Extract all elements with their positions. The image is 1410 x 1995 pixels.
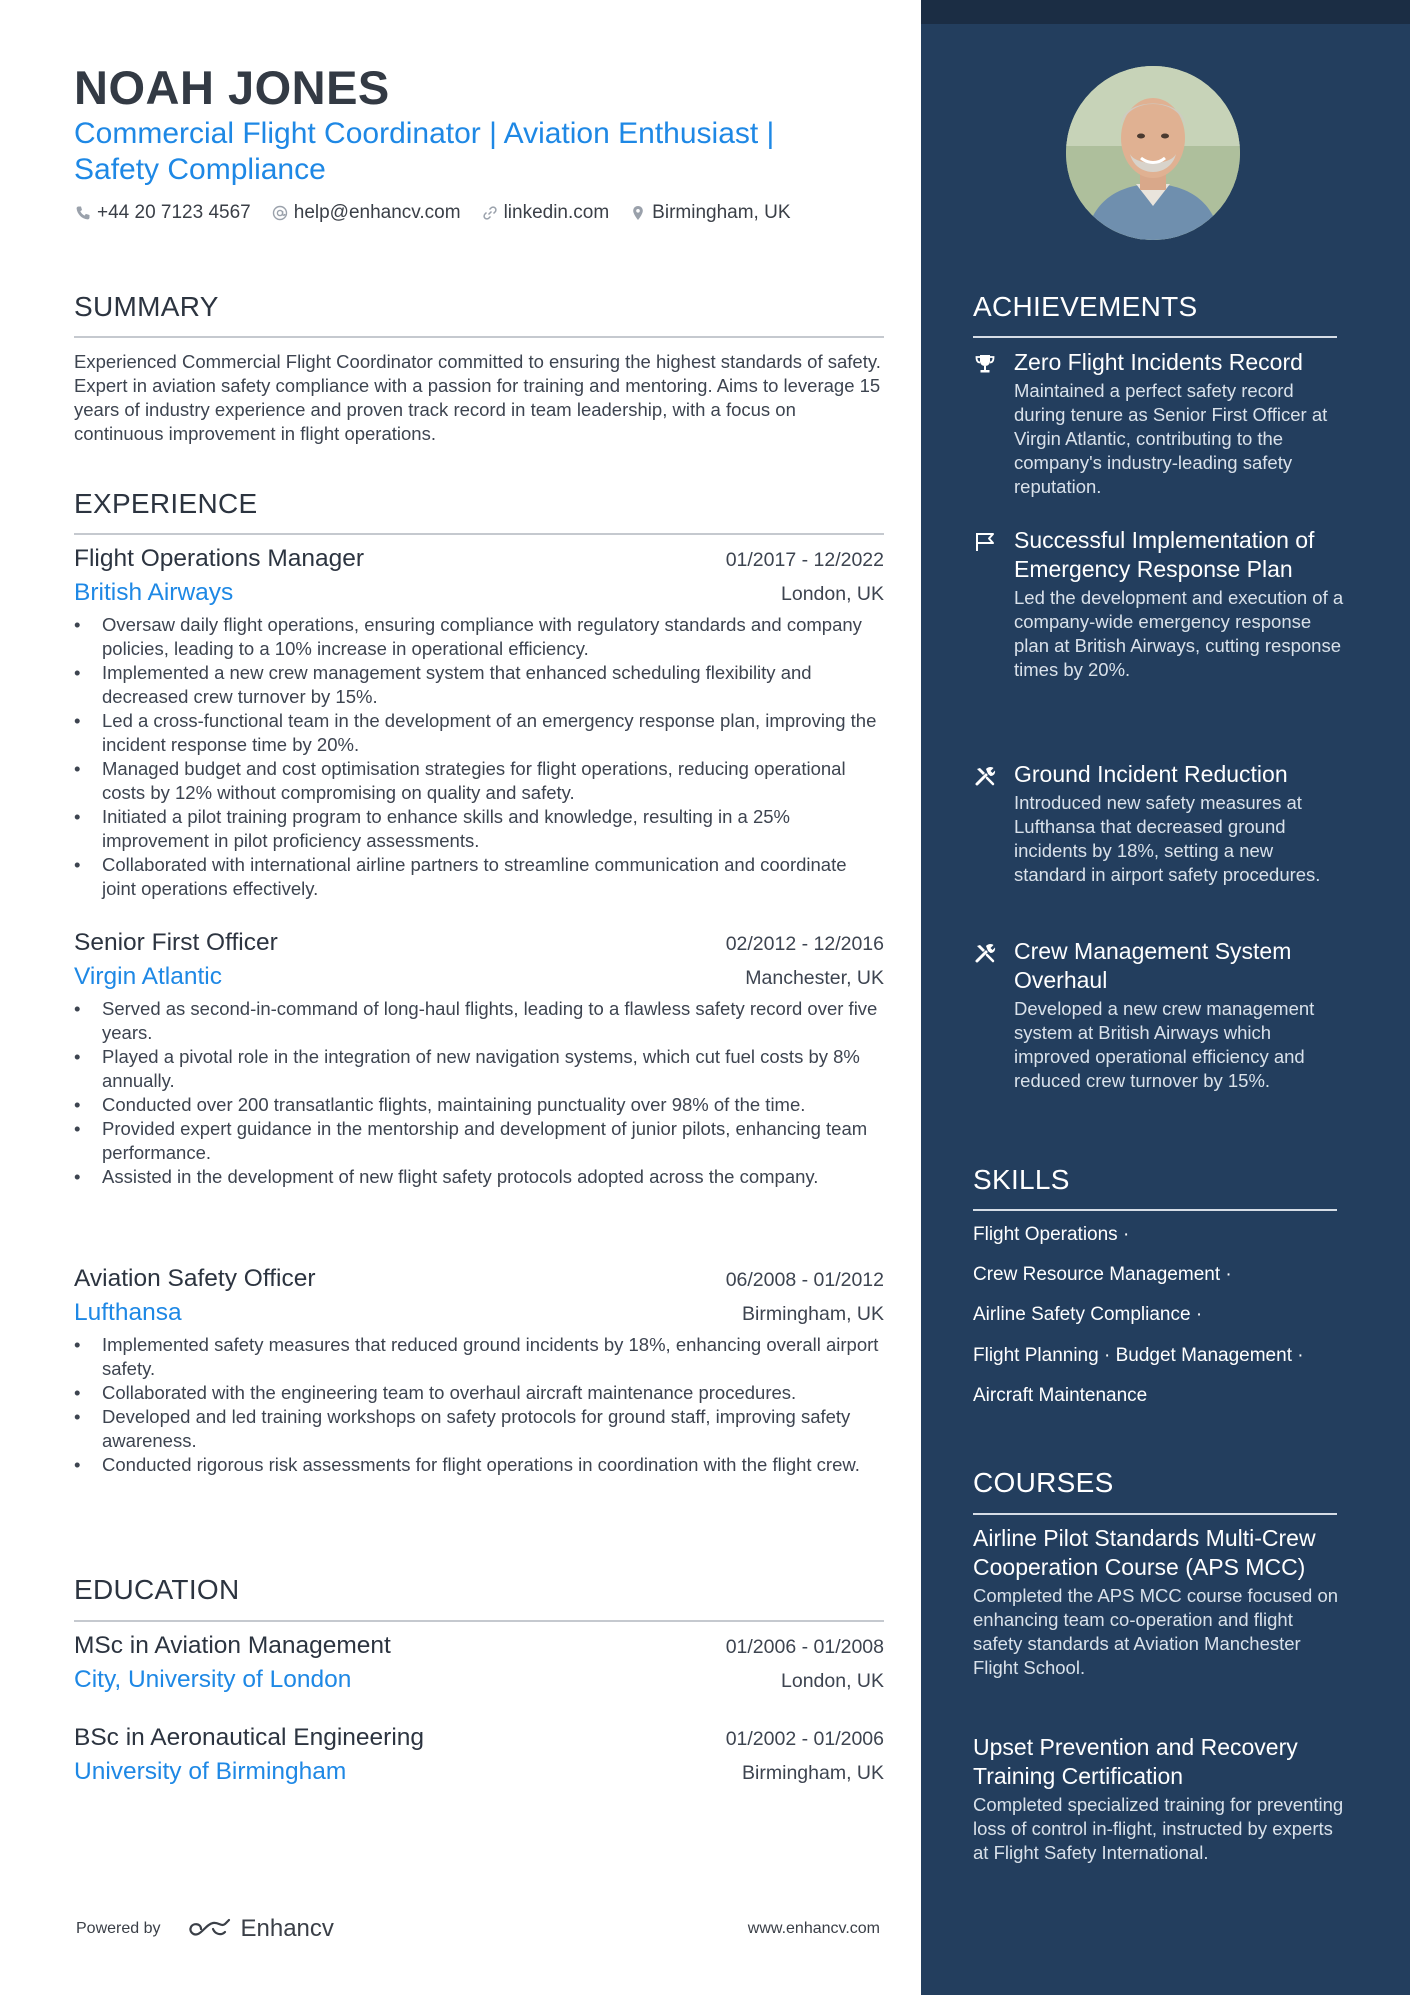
phone-icon	[74, 204, 92, 222]
candidate-name: NOAH JONES	[74, 61, 390, 114]
candidate-headline: Commercial Flight Coordinator | Aviation Enthusiast | Safety Compliance	[74, 117, 775, 186]
experience-entry	[74, 929, 884, 1189]
achievement-description: Maintained a perfect safety record during tenure as Senior First Officer at Virgin Atlantic, contributing to the company's industry-leading safety reputation.	[1014, 380, 1328, 497]
courses-divider	[973, 1513, 1337, 1515]
job-bullets	[74, 613, 884, 901]
school-name: University of Birmingham	[74, 1758, 347, 1785]
powered-by	[76, 1915, 334, 1943]
bullet-item: • Implemented a new crew management system that enhanced scheduling flexibility and decreased crew turnover by 15%.	[74, 661, 884, 709]
flag-icon	[973, 530, 997, 554]
contact-email[interactable]	[271, 202, 461, 224]
achievement-item	[973, 526, 1345, 682]
school-name: City, University of London	[74, 1666, 352, 1693]
bullet-item: • Provided expert guidance in the mentorship and development of junior pilots, enhancing team performance.	[74, 1117, 884, 1165]
achievement-item	[973, 760, 1345, 887]
course-title: Upset Prevention and Recovery Training Certification	[973, 1734, 1298, 1789]
bullet-item: • Managed budget and cost optimisation strategies for flight operations, reducing operational costs by 12% without compromising on quality and safety.	[74, 757, 884, 805]
experience-heading: EXPERIENCE	[74, 488, 258, 519]
education-divider	[74, 1620, 884, 1622]
enhancv-brand-text: Enhancv	[240, 1915, 334, 1942]
skill-line: Crew Resource Management ·	[973, 1264, 1232, 1285]
school-location: Birmingham, UK	[742, 1762, 884, 1784]
course-title: Airline Pilot Standards Multi-Crew Cooperation Course (APS MCC)	[973, 1525, 1316, 1580]
summary-heading: SUMMARY	[74, 291, 219, 322]
experience-entry	[74, 545, 884, 901]
summary-text: Experienced Commercial Flight Coordinator committed to ensuring the highest standards of safety. Expert in aviation safety compliance with a passion for training and mentoring. Aims to leverage 15 years of industry experience and proven track record in team leadership, with a focus on continuous improvement in flight operations.	[74, 351, 881, 444]
course-description: Completed specialized training for preventing loss of control in-flight, instructed by experts at Flight Safety International.	[973, 1794, 1344, 1863]
job-company: Lufthansa	[74, 1299, 182, 1326]
bullet-item: • Conducted rigorous risk assessments for flight operations in coordination with the flight crew.	[74, 1453, 884, 1477]
job-title: Senior First Officer	[74, 929, 278, 956]
bullet-item: • Assisted in the development of new flight safety protocols adopted across the company.	[74, 1165, 884, 1189]
bullet-item: • Played a pivotal role in the integration of new navigation systems, which cut fuel costs by 8% annually.	[74, 1045, 884, 1093]
location-pin-icon	[629, 204, 647, 222]
bullet-item: • Conducted over 200 transatlantic flights, maintaining punctuality over 98% of the time.	[74, 1093, 884, 1117]
achievement-description: Led the development and execution of a company-wide emergency response plan at British Airways, cutting response times by 20%.	[1014, 587, 1344, 680]
enhancv-logo[interactable]	[187, 1915, 334, 1943]
contact-bar	[74, 202, 811, 224]
powered-by-label: Powered by	[76, 1920, 161, 1937]
job-title: Flight Operations Manager	[74, 545, 365, 572]
courses-heading: COURSES	[973, 1467, 1114, 1498]
school-location: London, UK	[781, 1670, 884, 1692]
website-link[interactable]: www.enhancv.com	[747, 1920, 880, 1937]
experience-divider	[74, 533, 884, 535]
bullet-item: • Initiated a pilot training program to enhance skills and knowledge, resulting in a 25% improvement in pilot proficiency assessments.	[74, 805, 884, 853]
bullet-item: • Implemented safety measures that reduced ground incidents by 18%, enhancing overall airport safety.	[74, 1333, 884, 1381]
education-heading: EDUCATION	[74, 1574, 240, 1605]
achievement-title: Crew Management System Overhaul	[1014, 938, 1292, 993]
job-location: London, UK	[781, 583, 884, 605]
job-location: Manchester, UK	[745, 967, 884, 989]
education-entry	[74, 1724, 884, 1786]
skills-heading: SKILLS	[973, 1164, 1070, 1195]
achievement-item	[973, 937, 1345, 1093]
bullet-item: • Served as second-in-command of long-haul flights, leading to a flawless safety record over five years.	[74, 997, 884, 1045]
achievement-title: Zero Flight Incidents Record	[1014, 349, 1303, 375]
course-description: Completed the APS MCC course focused on enhancing team co-operation and flight safety standards at Aviation Manchester Flight School.	[973, 1585, 1339, 1678]
education-entry	[74, 1632, 884, 1694]
job-bullets	[74, 997, 884, 1189]
skill-line: Aircraft Maintenance	[973, 1385, 1148, 1406]
at-icon	[271, 204, 289, 222]
achievement-title: Ground Incident Reduction	[1014, 761, 1288, 787]
job-bullets	[74, 1333, 884, 1477]
contact-phone-text: +44 20 7123 4567	[97, 202, 251, 223]
contact-linkedin-text: linkedin.com	[503, 202, 610, 223]
skill-line: Airline Safety Compliance ·	[973, 1304, 1203, 1325]
bullet-item: • Collaborated with the engineering team to overhaul aircraft maintenance procedures.	[74, 1381, 884, 1405]
contact-location-text: Birmingham, UK	[652, 202, 791, 223]
contact-linkedin[interactable]	[481, 202, 610, 224]
course-item	[973, 1733, 1345, 1865]
degree-dates: 01/2006 - 01/2008	[725, 1636, 884, 1658]
tools-icon	[973, 764, 997, 788]
skills-divider	[973, 1209, 1337, 1211]
sidebar-top-band	[921, 0, 1410, 24]
skill-line: Flight Operations ·	[973, 1224, 1130, 1245]
experience-entry	[74, 1265, 884, 1477]
achievements-heading: ACHIEVEMENTS	[973, 291, 1198, 322]
degree-title: BSc in Aeronautical Engineering	[74, 1724, 425, 1751]
achievement-description: Developed a new crew management system at British Airways which improved operational efficiency and reduced crew turnover by 15%.	[1014, 998, 1315, 1091]
achievement-title: Successful Implementation of Emergency Response Plan	[1014, 527, 1315, 582]
contact-email-text: help@enhancv.com	[293, 202, 461, 223]
link-icon	[481, 204, 499, 222]
tools-icon	[973, 941, 997, 965]
footer	[76, 1915, 880, 1943]
bullet-item: • Oversaw daily flight operations, ensuring compliance with regulatory standards and company policies, leading to a 10% increase in operational efficiency.	[74, 613, 884, 661]
profile-photo	[1066, 66, 1240, 240]
course-item	[973, 1524, 1345, 1680]
job-title: Aviation Safety Officer	[74, 1265, 316, 1292]
job-dates: 01/2017 - 12/2022	[725, 549, 884, 571]
job-company: British Airways	[74, 579, 234, 606]
achievements-divider	[973, 336, 1337, 338]
degree-dates: 01/2002 - 01/2006	[725, 1728, 884, 1750]
bullet-item: • Led a cross-functional team in the development of an emergency response plan, improving the incident response time by 20%.	[74, 709, 884, 757]
achievement-description: Introduced new safety measures at Lufthansa that decreased ground incidents by 18%, setting a new standard in airport safety procedures.	[1014, 792, 1321, 885]
achievement-item	[973, 348, 1345, 499]
trophy-icon	[973, 352, 997, 376]
job-location: Birmingham, UK	[742, 1303, 884, 1325]
bullet-item: • Collaborated with international airline partners to streamline communication and coordinate joint operations effectively.	[74, 853, 884, 901]
skill-line: Flight Planning · Budget Management ·	[973, 1345, 1304, 1366]
bullet-item: • Developed and led training workshops on safety protocols for ground staff, improving safety awareness.	[74, 1405, 884, 1453]
contact-location	[629, 202, 790, 224]
job-company: Virgin Atlantic	[74, 963, 222, 990]
job-dates: 06/2008 - 01/2012	[725, 1269, 884, 1291]
summary-divider	[74, 336, 884, 338]
job-dates: 02/2012 - 12/2016	[725, 933, 884, 955]
degree-title: MSc in Aviation Management	[74, 1632, 391, 1659]
enhancv-logo-icon	[187, 1916, 233, 1942]
contact-phone[interactable]	[74, 202, 251, 224]
